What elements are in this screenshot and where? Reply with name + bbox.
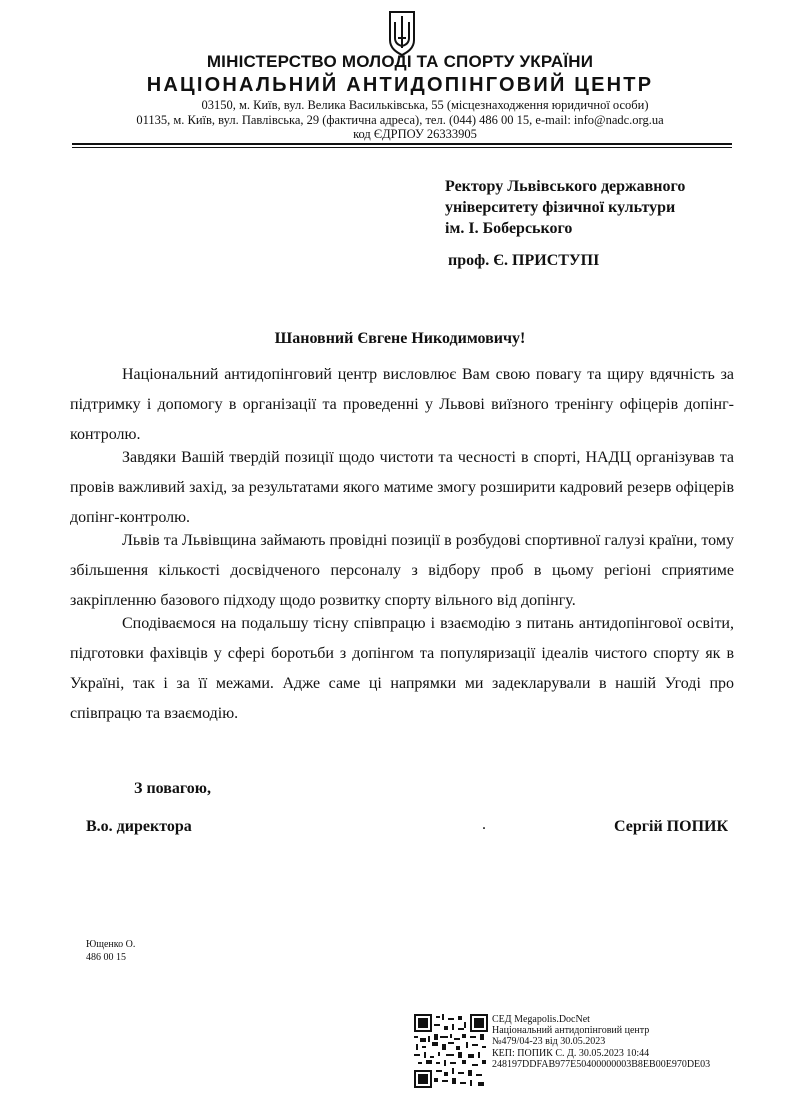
address-line-legal: 03150, м. Київ, вул. Велика Васильківська, 55 (місцезнаходження юридичної особи) xyxy=(201,98,649,112)
recipient-line: ім. І. Боберського xyxy=(445,220,573,237)
recipient-name: проф. Є. ПРИСТУПІ xyxy=(448,252,600,269)
center-title: НАЦІОНАЛЬНИЙ АНТИДОПІНГОВИЙ ЦЕНТР xyxy=(146,74,654,96)
recipient-line: університету фізичної культури xyxy=(445,199,676,216)
body-paragraph: Національний антидопінговий центр висловлює Вам свою повагу та щиру вдячність за підтримку і допомогу в організації та проведенні у Львові виїзного тренінгу офіцерів допінг-контролю. xyxy=(70,366,734,443)
ministry-title: МІНІСТЕРСТВО МОЛОДІ ТА СПОРТУ УКРАЇНИ xyxy=(206,52,594,71)
signature-mark: . xyxy=(482,816,486,833)
closing-regards: З повагою, xyxy=(134,780,211,797)
salutation: Шановний Євгене Никодимовичу! xyxy=(274,330,526,347)
stamp-line: КЕП: ПОПИК С. Д. 30.05.2023 10:44 xyxy=(492,1047,650,1059)
executor-name: Ющенко О. xyxy=(86,939,136,950)
stamp-line: 248197DDFAB977E50400000003B8EB00E970DE03 xyxy=(492,1058,711,1070)
trident-emblem-icon xyxy=(386,10,418,56)
electronic-signature-stamp xyxy=(492,1014,710,1070)
qr-code-icon xyxy=(414,1014,488,1088)
recipient-block xyxy=(445,176,685,239)
letterhead-divider-thin xyxy=(72,147,732,148)
recipient-line: Ректору Львівського державного xyxy=(445,178,686,195)
edrpou-code: код ЄДРПОУ 26333905 xyxy=(353,127,477,141)
body-paragraph: Завдяки Вашій твердій позиції щодо чистоти та чесності в спорті, НАДЦ організував та провів важливий захід, за результатами якого матиме змогу розширити кадровий резерв офіцерів допінг-контролю. xyxy=(70,449,734,526)
stamp-line: №479/04-23 від 30.05.2023 xyxy=(492,1036,606,1048)
letterhead-divider xyxy=(72,143,732,145)
signer-name: Сергій ПОПИК xyxy=(614,818,729,835)
executor-block xyxy=(86,938,135,964)
executor-phone: 486 00 15 xyxy=(86,952,126,963)
stamp-line: Національний антидопінговий центр xyxy=(492,1025,650,1037)
signer-position: В.о. директора xyxy=(86,818,192,835)
stamp-line: СЕД Megapolis.DocNet xyxy=(492,1014,590,1025)
body-paragraph: Сподіваємося на подальшу тісну співпрацю і взаємодію з питань антидопінгової освіти, підготовки фахівців у сфері боротьби з допінгом та популяризації ідеалів чистого спорту як в Україні, так і за її межами. Адже саме ці напрямки ми задекларували в нашій Угоді про співпрацю та взаємодію. xyxy=(70,615,734,722)
body-paragraph: Львів та Львівщина займають провідні позиції в розбудові спортивної галузі країни, тому збільшення кількості досвідченого персоналу з відбору проб в цьому регіоні сприятиме закріпленню базового підходу щодо розвитку спорту вільного від допінгу. xyxy=(70,532,734,609)
address-line-actual: 01135, м. Київ, вул. Павлівська, 29 (фактична адреса), тел. (044) 486 00 15, e-mail: info@nadc.org.ua xyxy=(136,113,664,127)
